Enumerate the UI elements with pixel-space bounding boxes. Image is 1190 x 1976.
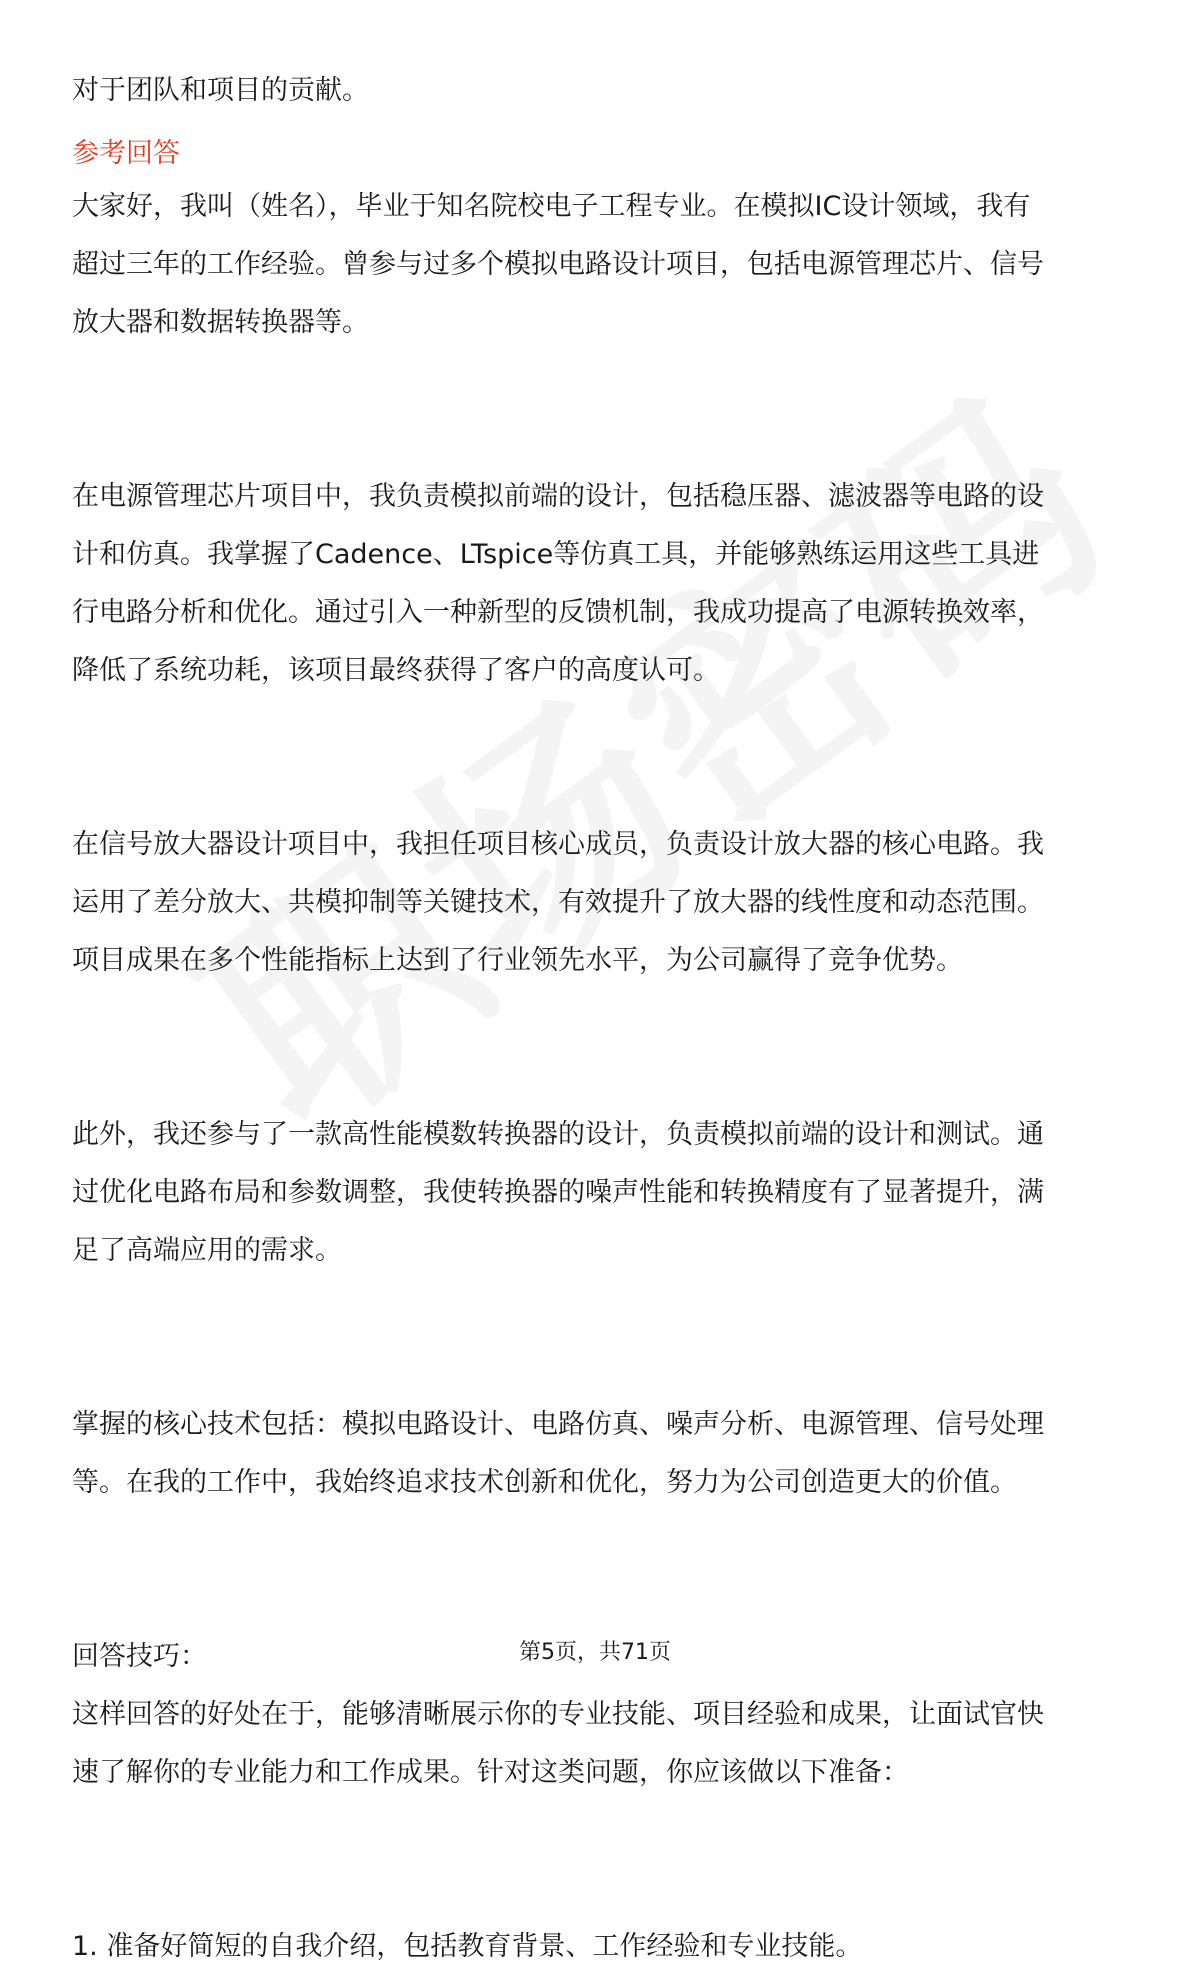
list-item-1: 1. 准备好简短的自我介绍，包括教育背景、工作经验和专业技能。 [72, 1931, 863, 1962]
paragraph-5 [72, 1396, 1122, 1512]
tips-line: 这样回答的好处在于，能够清晰展示你的专业技能、项目经验和成果，让面试官快 [72, 1699, 1044, 1730]
intro-tail-text: 对于团队和项目的贡献。 [72, 75, 369, 106]
paragraph-line: 大家好，我叫（姓名），毕业于知名院校电子工程专业。在模拟IC设计领域，我有 [72, 191, 1031, 222]
paragraph-4 [72, 1106, 1122, 1280]
paragraph-line: 项目成果在多个性能指标上达到了行业领先水平，为公司赢得了竞争优势。 [72, 945, 963, 976]
tips-line: 速了解你的专业能力和工作成果。针对这类问题，你应该做以下准备： [72, 1757, 909, 1788]
page-content [72, 62, 1122, 1976]
paragraph-line: 行电路分析和优化。通过引入一种新型的反馈机制，我成功提高了电源转换效率， [72, 597, 1044, 628]
paragraph-line: 在信号放大器设计项目中，我担任项目核心成员，负责设计放大器的核心电路。我 [72, 829, 1044, 860]
paragraph-line: 此外，我还参与了一款高性能模数转换器的设计，负责模拟前端的设计和测试。通 [72, 1119, 1044, 1150]
paragraph-line: 超过三年的工作经验。曾参与过多个模拟电路设计项目，包括电源管理芯片、信号 [72, 249, 1044, 280]
paragraph-2 [72, 468, 1122, 700]
paragraph-line: 过优化电路布局和参数调整，我使转换器的噪声性能和转换精度有了显著提升，满 [72, 1177, 1044, 1208]
paragraph-line: 放大器和数据转换器等。 [72, 307, 369, 338]
tips-heading: 回答技巧： [72, 1641, 207, 1672]
paragraph-line: 在电源管理芯片项目中，我负责模拟前端的设计，包括稳压器、滤波器等电路的设 [72, 481, 1044, 512]
answer-heading: 参考回答 [72, 138, 180, 169]
paragraph-line: 运用了差分放大、共模抑制等关键技术，有效提升了放大器的线性度和动态范围。 [72, 887, 1044, 918]
paragraph-1 [72, 178, 1122, 352]
paragraph-line: 等。在我的工作中，我始终追求技术创新和优化，努力为公司创造更大的价值。 [72, 1467, 1017, 1498]
paragraph-line: 计和仿真。我掌握了Cadence、LTspice等仿真工具，并能够熟练运用这些工具进 [72, 539, 1040, 570]
paragraph-3 [72, 816, 1122, 990]
paragraph-line: 掌握的核心技术包括：模拟电路设计、电路仿真、噪声分析、电源管理、信号处理 [72, 1409, 1044, 1440]
paragraph-line: 足了高端应用的需求。 [72, 1235, 342, 1266]
paragraph-line: 降低了系统功耗，该项目最终获得了客户的高度认可。 [72, 655, 720, 686]
page-footer: 第5页，共71页 [519, 1640, 671, 1665]
